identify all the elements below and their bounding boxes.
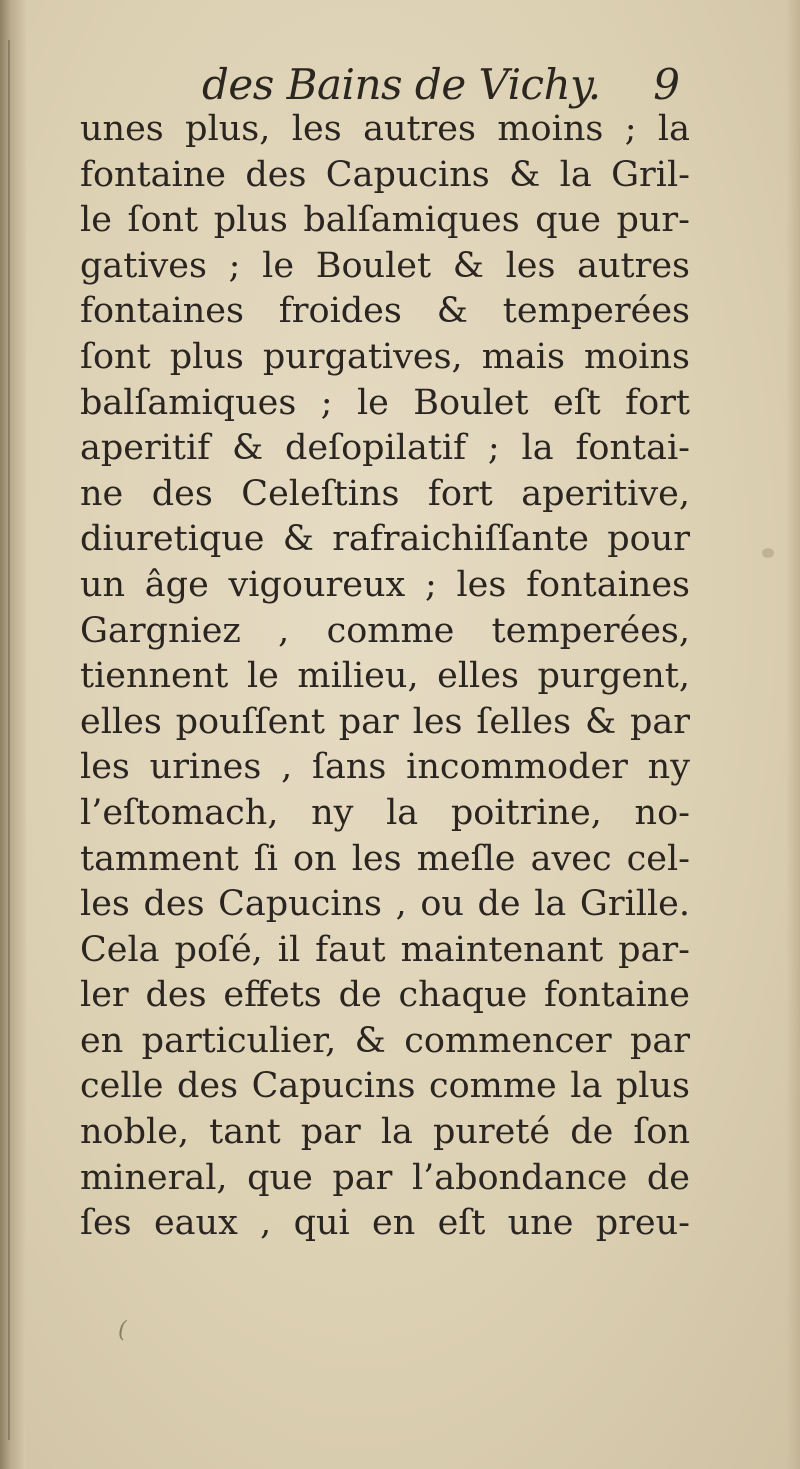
page-edge-shading	[786, 0, 800, 1469]
text-line: ſont plus purgatives, mais moins	[80, 336, 690, 377]
paper-blemish	[762, 548, 774, 558]
body-text	[80, 107, 690, 1247]
text-line: le ſont plus balſamiques que pur-	[80, 200, 690, 241]
footer-mark: (	[118, 1318, 127, 1343]
page-number: 9	[653, 60, 680, 109]
text-line: les urines , ſans incommoder ny	[80, 747, 690, 788]
text-line: ler des effets de chaque fontaine	[80, 975, 690, 1016]
text-line: diuretique & rafraichiſſante pour	[80, 519, 690, 560]
text-line: tiennent le milieu, elles purgent,	[80, 656, 690, 697]
text-line: celle des Capucins comme la plus	[80, 1066, 690, 1107]
text-line: les des Capucins , ou de la Grille.	[80, 884, 690, 925]
text-line: balſamiques ; le Boulet eſt fort	[80, 382, 690, 423]
text-line: ſes eaux , qui en eſt une preu-	[80, 1203, 690, 1244]
text-line: Cela poſé, il faut maintenant par-	[80, 929, 690, 970]
text-line: mineral, que par l’abondance de	[80, 1157, 690, 1198]
running-title: des Bains de Vichy.	[202, 60, 601, 109]
text-line: fontaines froides & temperées	[80, 291, 690, 332]
text-line: ne des Celeſtins fort aperitive,	[80, 473, 690, 514]
text-line: aperitif & deſopilatif ; la fontai-	[80, 428, 690, 469]
text-line: fontaine des Capucins & la Gril-	[80, 154, 690, 195]
gutter-shadow-line	[8, 40, 10, 1440]
text-line: unes plus, les autres moins ; la	[80, 109, 690, 149]
text-line: un âge vigoureux ; les fontaines	[80, 564, 690, 605]
text-line: l’eſtomach, ny la poitrine, no-	[80, 792, 690, 833]
text-line: noble, tant par la pureté de ſon	[80, 1112, 690, 1153]
text-line: en particulier, & commencer par	[80, 1020, 690, 1061]
text-line: tamment ſi on les meſle avec cel-	[80, 838, 690, 879]
text-line: Gargniez , comme temperées,	[80, 610, 690, 651]
text-line: elles pouſſent par les ſelles & par	[80, 701, 690, 742]
book-gutter	[0, 0, 26, 1469]
text-line: gatives ; le Boulet & les autres	[80, 245, 690, 286]
